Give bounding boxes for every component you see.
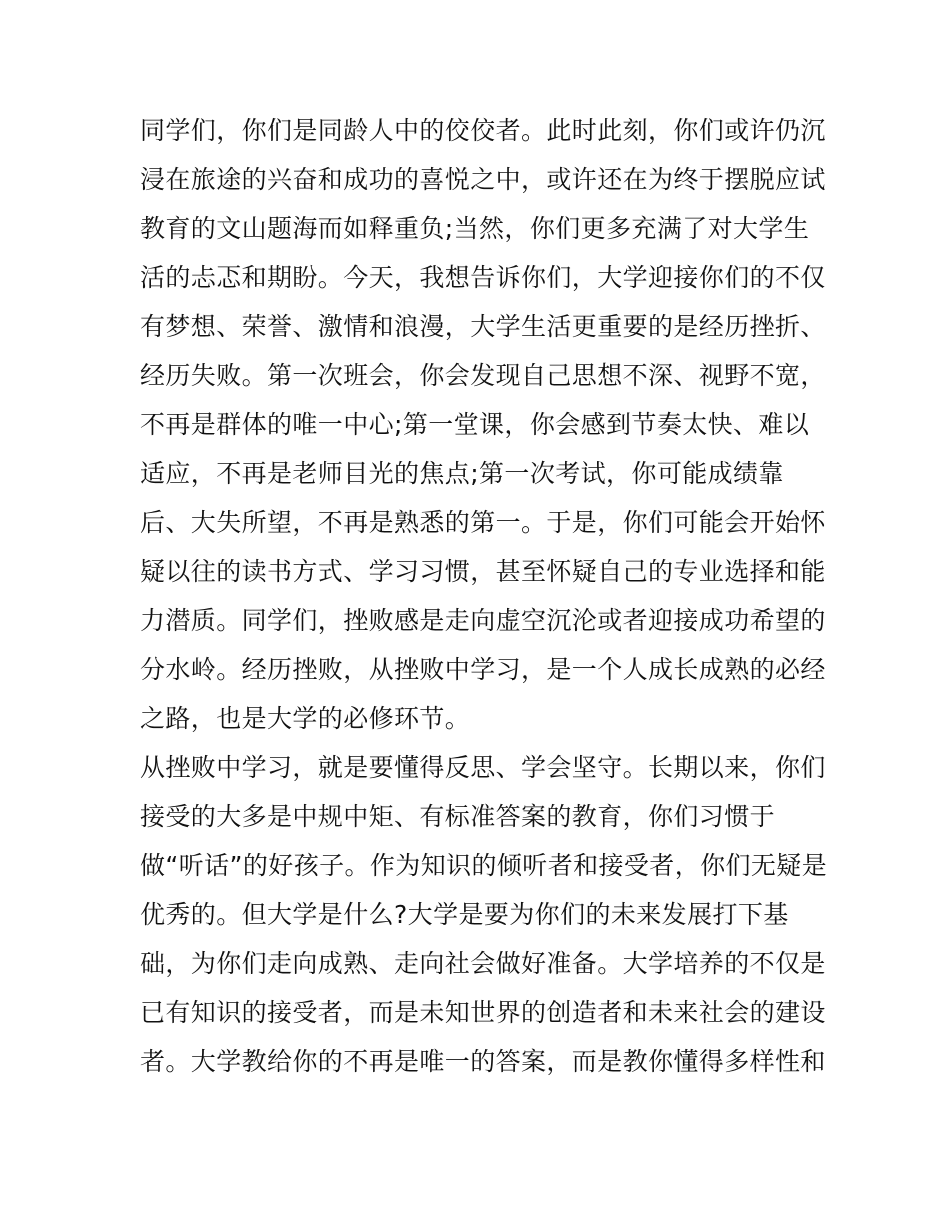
text-line-8: 适应，不再是老师目光的焦点;第一次考试，你可能成绩靠 <box>140 459 784 488</box>
text-line-20: 者。大学教给你的不再是唯一的答案，而是教你懂得多样性和 <box>140 1047 826 1076</box>
text-line-19: 已有知识的接受者，而是未知世界的创造者和未来社会的建设 <box>140 998 826 1027</box>
text-line-6: 经历失败。第一次班会，你会发现自己思想不深、视野不宽， <box>140 361 826 390</box>
text-line-10: 疑以往的读书方式、学习习惯，甚至怀疑自己的专业选择和能 <box>140 557 826 586</box>
text-line-9: 后、大失所望，不再是熟悉的第一。于是，你们可能会开始怀 <box>140 508 826 537</box>
text-line-14: 从挫败中学习，就是要懂得反思、学会坚守。长期以来，你们 <box>140 753 826 782</box>
text-line-15: 接受的大多是中规中矩、有标准答案的教育，你们习惯于 <box>140 802 776 831</box>
text-line-1: 同学们，你们是同龄人中的佼佼者。此时此刻，你们或许仍沉 <box>140 116 826 145</box>
text-line-5: 有梦想、荣誉、激情和浪漫，大学生活更重要的是经历挫折、 <box>140 312 826 341</box>
text-line-16: 做“听话”的好孩子。作为知识的倾听者和接受者，你们无疑是 <box>140 851 828 880</box>
text-line-13: 之路，也是大学的必修环节。 <box>140 704 471 733</box>
text-line-17: 优秀的。但大学是什么?大学是要为你们的未来发展打下基 <box>140 900 789 929</box>
text-line-3: 教育的文山题海而如释重负;当然，你们更多充满了对大学生 <box>140 214 810 243</box>
text-line-7: 不再是群体的唯一中心;第一堂课，你会感到节奏太快、难以 <box>140 410 810 439</box>
text-line-18: 础，为你们走向成熟、走向社会做好准备。大学培养的不仅是 <box>140 949 826 978</box>
text-line-2: 浸在旅途的兴奋和成功的喜悦之中，或许还在为终于摆脱应试 <box>140 165 826 194</box>
body-text <box>140 106 828 1086</box>
text-line-4: 活的忐忑和期盼。今天，我想告诉你们，大学迎接你们的不仅 <box>140 263 826 292</box>
text-line-12: 分水岭。经历挫败，从挫败中学习，是一个人成长成熟的必经 <box>140 655 826 684</box>
text-line-11: 力潜质。同学们，挫败感是走向虚空沉沦或者迎接成功希望的 <box>140 606 826 635</box>
